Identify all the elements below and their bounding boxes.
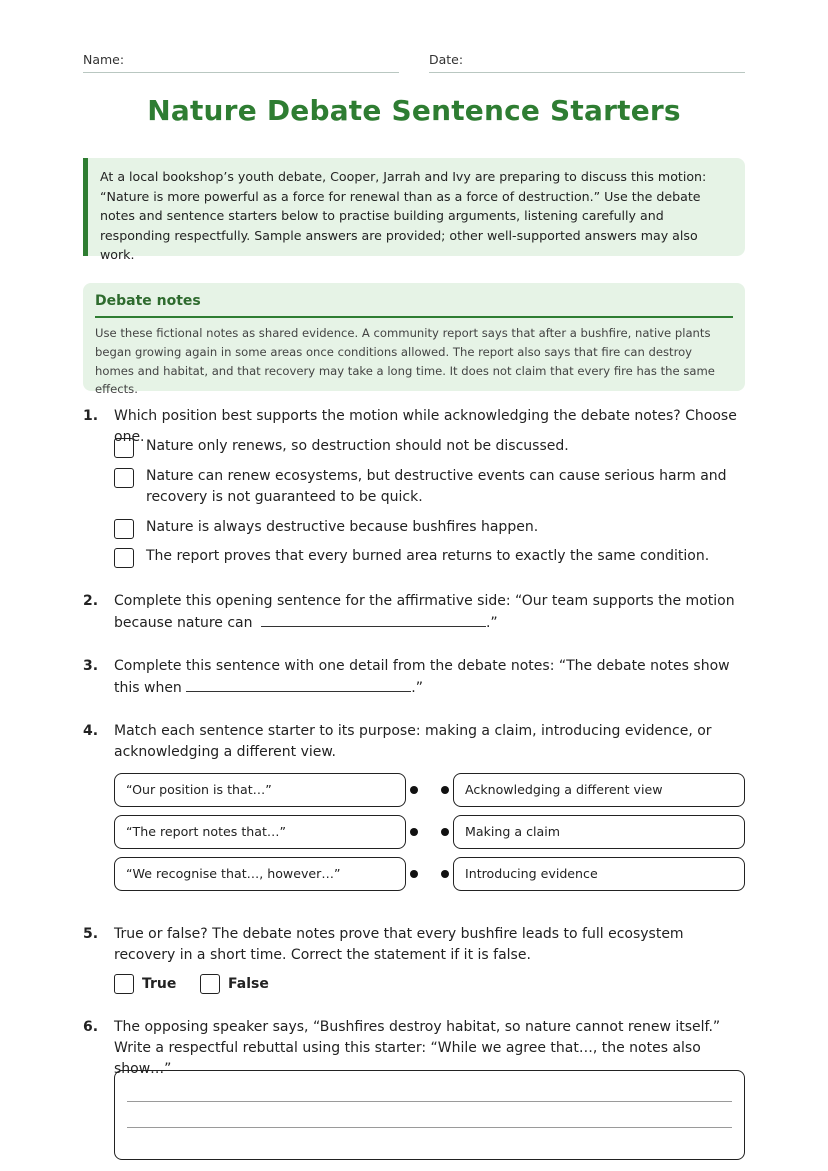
match-starter-3[interactable]: “We recognise that…, however…” bbox=[114, 857, 406, 891]
page-title: Nature Debate Sentence Starters bbox=[147, 94, 681, 127]
match-purpose-2[interactable]: Making a claim bbox=[453, 815, 745, 849]
option-label: Nature can renew ecosystems, but destructive events can cause serious harm and recovery is not guaranteed to be quick. bbox=[146, 468, 727, 505]
writing-line bbox=[127, 1101, 732, 1102]
match-dot-right-2[interactable] bbox=[441, 828, 449, 836]
option-label: Nature only renews, so destruction should not be discussed. bbox=[146, 438, 569, 454]
debate-notes-body: Use these fictional notes as shared evidence. A community report says that after a bushfire, native plants began growing again in some areas once conditions allowed. The report also says that fire can destroy homes and habitat, and that recovery may take a long time. It does not claim that every fire has the same effects. bbox=[95, 326, 715, 397]
question-number: 1. bbox=[83, 408, 99, 424]
question-number: 6. bbox=[83, 1019, 99, 1035]
question-text-end: .” bbox=[485, 615, 498, 631]
match-dot-right-1[interactable] bbox=[441, 786, 449, 794]
intro-panel bbox=[83, 158, 745, 262]
checkbox[interactable] bbox=[114, 468, 134, 488]
writing-line bbox=[127, 1127, 732, 1128]
true-label: True bbox=[142, 976, 177, 992]
question-number: 4. bbox=[83, 723, 99, 739]
false-label: False bbox=[228, 976, 269, 992]
false-checkbox[interactable] bbox=[200, 974, 220, 994]
question-number: 5. bbox=[83, 926, 99, 942]
debate-notes-panel bbox=[83, 283, 745, 397]
date-field[interactable] bbox=[429, 52, 745, 73]
true-checkbox[interactable] bbox=[114, 974, 134, 994]
date-label: Date: bbox=[429, 52, 464, 67]
match-dot-right-3[interactable] bbox=[441, 870, 449, 878]
header-row bbox=[83, 52, 745, 74]
match-purpose-1[interactable]: Acknowledging a different view bbox=[453, 773, 745, 807]
question-text-end: .” bbox=[411, 680, 423, 696]
option-label: Nature is always destructive because bushfires happen. bbox=[146, 519, 539, 535]
checkbox[interactable] bbox=[114, 519, 134, 539]
option-label: The report proves that every burned area returns to exactly the same condition. bbox=[146, 548, 710, 564]
answer-blank[interactable] bbox=[261, 612, 486, 627]
question-text: Complete this opening sentence for the affirmative side: “Our team supports the motion because nature can bbox=[114, 593, 735, 631]
match-dot-left-1[interactable] bbox=[410, 786, 418, 794]
intro-text: At a local bookshop’s youth debate, Cooper, Jarrah and Ivy are preparing to discuss this motion: “Nature is more powerful as a force for renewal than as a force of destruction.” Use the debate notes and sentence starters below to practise building arguments, listening carefully and responding respectfully. Sample answers are provided; other well-supported answers may also work. bbox=[100, 169, 707, 262]
name-label: Name: bbox=[83, 52, 125, 67]
question-text: Match each sentence starter to its purpose: making a claim, introducing evidence, or acknowledging a different view. bbox=[114, 723, 712, 760]
question-text: True or false? The debate notes prove that every bushfire leads to full ecosystem recovery in a short time. Correct the statement if it is false. bbox=[114, 926, 684, 963]
checkbox[interactable] bbox=[114, 548, 134, 568]
question-number: 2. bbox=[83, 593, 99, 609]
match-starter-1[interactable]: “Our position is that…” bbox=[114, 773, 406, 807]
answer-blank[interactable] bbox=[186, 677, 411, 692]
name-field[interactable] bbox=[83, 52, 399, 73]
match-dot-left-2[interactable] bbox=[410, 828, 418, 836]
question-text: The opposing speaker says, “Bushfires destroy habitat, so nature cannot renew itself.” Write a respectful rebuttal using this starter: “While we agree that…, the notes also show…” bbox=[114, 1019, 721, 1077]
question-number: 3. bbox=[83, 658, 99, 674]
question-text: Complete this sentence with one detail from the debate notes: “The debate notes show this when bbox=[114, 658, 730, 696]
match-starter-2[interactable]: “The report notes that…” bbox=[114, 815, 406, 849]
match-dot-left-3[interactable] bbox=[410, 870, 418, 878]
question-text: Which position best supports the motion while acknowledging the debate notes? Choose one. bbox=[114, 408, 737, 445]
debate-notes-heading: Debate notes bbox=[95, 293, 733, 318]
match-purpose-3[interactable]: Introducing evidence bbox=[453, 857, 745, 891]
checkbox[interactable] bbox=[114, 438, 134, 458]
rebuttal-answer-box[interactable] bbox=[114, 1070, 745, 1160]
